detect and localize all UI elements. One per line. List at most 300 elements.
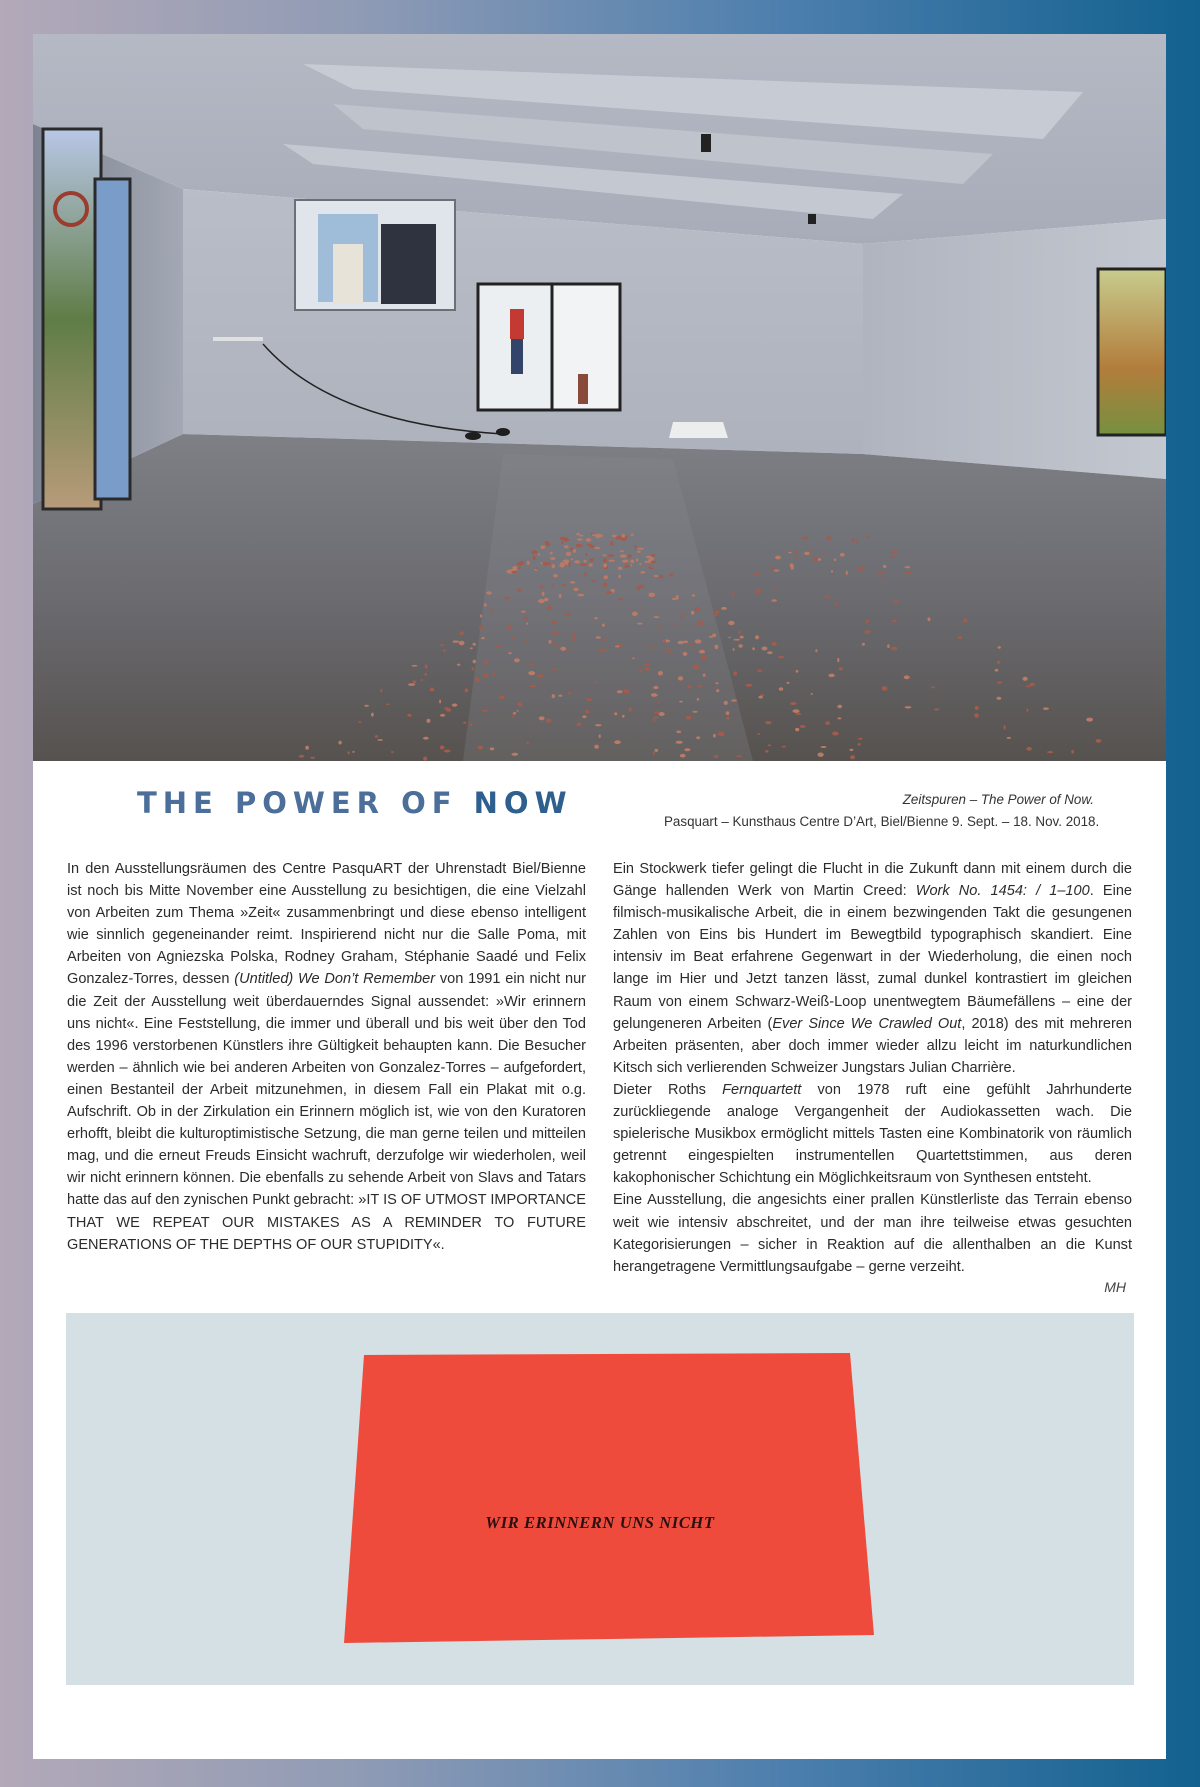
floor-crumb bbox=[840, 553, 845, 557]
floor-crumb bbox=[905, 571, 912, 574]
floor-crumb bbox=[629, 707, 632, 711]
floor-crumb bbox=[699, 650, 705, 654]
floor-crumb bbox=[709, 636, 713, 638]
floor-crumb bbox=[546, 542, 550, 546]
text-run: . Eine filmisch-musikalische Arbeit, die in einem bezwingenden Takt die gesungenen Zahlen von Eins bis Hundert im Bewegtbild typographisch skandiert. Eine intensiv im Beat erfahrene Gegenwart in der Wiederholung, die einen noch lange im Hier und Jetzt tanzen lässt, zumal dunkel kontrastiert im gleichen Raum von einem Schwarz-Weiß-Loop unentwegtem Bäumefällens – eine der gelungeneren Arbeiten ( bbox=[613, 883, 1133, 1032]
floor-crumb bbox=[483, 661, 488, 664]
floor-crumb bbox=[571, 558, 573, 560]
floor-crumb bbox=[553, 644, 558, 646]
floor-crumb bbox=[465, 688, 469, 692]
floor-crumb bbox=[635, 545, 637, 549]
floor-crumb bbox=[586, 538, 592, 542]
floor-crumb bbox=[584, 560, 587, 563]
paragraph bbox=[613, 858, 1132, 1079]
floor-crumb bbox=[892, 550, 898, 553]
floor-crumb bbox=[637, 551, 641, 553]
floor-crumb bbox=[800, 725, 806, 728]
floor-crumb bbox=[768, 744, 771, 746]
floor-crumb bbox=[638, 670, 642, 673]
floor-crumb bbox=[703, 674, 706, 677]
title-accent: NOW bbox=[473, 786, 573, 820]
floor-crumb bbox=[563, 559, 570, 562]
floor-crumb bbox=[490, 610, 493, 612]
floor-crumb bbox=[523, 639, 529, 641]
floor-crumb bbox=[1026, 747, 1032, 751]
floor-crumb bbox=[576, 544, 583, 548]
floor-crumb bbox=[512, 753, 519, 756]
floor-crumb bbox=[632, 657, 634, 659]
floor-crumb bbox=[602, 554, 607, 556]
floor-crumb bbox=[678, 676, 683, 680]
floor-crumb bbox=[997, 661, 1001, 664]
floor-crumb bbox=[721, 607, 727, 610]
floor-crumb bbox=[790, 563, 794, 567]
floor-crumb bbox=[440, 746, 445, 750]
floor-crumb bbox=[759, 696, 763, 699]
floor-crumb bbox=[486, 591, 491, 594]
floor-crumb bbox=[618, 598, 622, 600]
red-poster bbox=[344, 1353, 874, 1643]
floor-crumb bbox=[679, 701, 683, 703]
floor-crumb bbox=[1007, 737, 1011, 739]
floor-crumb bbox=[508, 652, 511, 654]
floor-crumb bbox=[614, 712, 617, 715]
floor-crumb bbox=[684, 748, 690, 751]
floor-crumb bbox=[724, 701, 728, 705]
floor-crumb bbox=[795, 728, 799, 731]
floor-crumb bbox=[631, 534, 634, 536]
floor-crumb bbox=[624, 565, 630, 568]
floor-crumb bbox=[585, 710, 589, 713]
floor-crumb bbox=[585, 553, 587, 556]
floor-crumb bbox=[338, 741, 341, 745]
floor-crumb bbox=[594, 681, 598, 683]
floor-crumb bbox=[573, 549, 576, 553]
artwork-title: Work No. 1454: / 1–100 bbox=[915, 883, 1090, 900]
floor-crumb bbox=[831, 570, 833, 572]
floor-crumb bbox=[473, 643, 476, 646]
floor-crumb bbox=[755, 589, 761, 594]
floor-crumb bbox=[996, 682, 1002, 684]
text-run: von 1978 ruft eine gefühlt Jahrhunderte zurückliegende analoge Vergangenheit der Audiokassetten wach. Die spielerische Musikbox ermöglicht mittels Tasten eine Kombinatorik von räumlich getrennt eingespielten instrumentellen Quartettstimmen, aus deren kakophonischer Schichtung ein Möglichkeitsraum von Synthesen entsteht. bbox=[613, 1081, 1132, 1187]
floor-crumb bbox=[883, 565, 886, 569]
floor-crumb bbox=[452, 704, 458, 707]
floor-crumb bbox=[551, 621, 557, 624]
floor-crumb bbox=[771, 566, 774, 570]
floor-crumb bbox=[391, 751, 394, 753]
floor-crumb bbox=[1026, 709, 1028, 712]
floor-crumb bbox=[599, 734, 601, 738]
floor-crumb bbox=[637, 548, 644, 550]
floor-crumb bbox=[648, 566, 651, 568]
floor-crumb bbox=[731, 699, 737, 701]
floor-crumb bbox=[716, 689, 719, 692]
floor-crumb bbox=[375, 735, 378, 738]
floor-crumb bbox=[693, 711, 698, 713]
floor-crumb bbox=[865, 630, 871, 634]
floor-crumb bbox=[533, 556, 536, 560]
floor-crumb bbox=[891, 647, 898, 651]
floor-crumb bbox=[649, 568, 653, 570]
floor-crumb bbox=[463, 722, 466, 724]
floor-crumb bbox=[620, 550, 625, 552]
floor-crumb bbox=[563, 584, 566, 587]
floor-crumb bbox=[881, 579, 883, 582]
floor-crumb bbox=[630, 564, 632, 566]
floor-crumb bbox=[733, 648, 735, 651]
floor-crumb bbox=[718, 732, 725, 736]
floor-crumb bbox=[568, 562, 570, 567]
gallery-photo bbox=[33, 34, 1166, 761]
floor-crumb bbox=[480, 614, 482, 617]
floor-crumb bbox=[572, 634, 575, 638]
floor-crumb bbox=[377, 739, 382, 741]
floor-crumb bbox=[595, 534, 601, 538]
floor-crumb bbox=[637, 586, 641, 590]
floor-crumb bbox=[1023, 677, 1028, 681]
floor-crumb bbox=[678, 641, 684, 644]
floor-crumb bbox=[623, 689, 629, 693]
floor-crumb bbox=[577, 538, 583, 541]
floor-crumb bbox=[782, 746, 786, 748]
floor-crumb bbox=[773, 587, 776, 589]
floor-crumb bbox=[547, 606, 552, 611]
floor-crumb bbox=[413, 680, 416, 684]
floor-crumb bbox=[530, 663, 535, 665]
floor-crumb bbox=[867, 536, 870, 538]
floor-crumb bbox=[891, 556, 895, 558]
floor-crumb bbox=[818, 753, 824, 757]
floor-crumb bbox=[821, 746, 827, 748]
floor-crumb bbox=[592, 534, 595, 536]
floor-crumb bbox=[527, 561, 530, 565]
floor-crumb bbox=[1047, 751, 1053, 753]
floor-crumb bbox=[512, 566, 517, 569]
floor-crumb bbox=[834, 558, 836, 561]
floor-crumb bbox=[672, 598, 677, 600]
floor-crumb bbox=[1043, 707, 1049, 710]
floor-crumb bbox=[653, 719, 655, 722]
floor-crumb bbox=[521, 611, 525, 613]
floor-crumb bbox=[542, 592, 545, 596]
floor-crumb bbox=[772, 599, 777, 601]
floor-crumb bbox=[412, 665, 418, 667]
article-title bbox=[137, 786, 573, 820]
floor-crumb bbox=[473, 660, 476, 664]
floor-crumb bbox=[837, 705, 842, 709]
floor-crumb bbox=[603, 583, 608, 587]
floor-crumb bbox=[757, 733, 760, 735]
floor-crumb bbox=[512, 714, 514, 718]
floor-crumb bbox=[479, 626, 484, 629]
floor-crumb bbox=[484, 603, 487, 606]
floor-crumb bbox=[483, 674, 488, 678]
author-initials: MH bbox=[1104, 1279, 1126, 1295]
floor-crumb bbox=[855, 541, 858, 543]
text-run: Eine Ausstellung, die angesichts einer prallen Künstlerliste das Terrain ebenso weit wie intensiv abschreitet, und der man ihre teilweise etwas gesuchten Kategorisierungen – sicher in Reaktion auf die allenthalben an die Kunst herangetragene Vermittlungsaufgabe – gerne verzeiht. bbox=[613, 1192, 1132, 1275]
floor-crumb bbox=[637, 623, 643, 625]
floor-crumb bbox=[795, 549, 797, 553]
floor-crumb bbox=[728, 621, 735, 625]
floor-crumb bbox=[653, 616, 659, 618]
floor-crumb bbox=[676, 731, 681, 734]
floor-crumb bbox=[527, 742, 529, 745]
floor-crumb bbox=[439, 700, 441, 704]
floor-crumb bbox=[688, 685, 692, 688]
floor-crumb bbox=[444, 750, 451, 753]
floor-crumb bbox=[1086, 718, 1093, 722]
floor-crumb bbox=[695, 607, 701, 612]
paragraph bbox=[67, 858, 586, 1256]
floor-crumb bbox=[788, 552, 792, 554]
floor-crumb bbox=[408, 683, 415, 686]
floor-crumb bbox=[591, 580, 596, 582]
floor-crumb bbox=[632, 612, 638, 616]
floor-crumb bbox=[658, 671, 663, 676]
floor-crumb bbox=[440, 714, 445, 717]
floor-crumb bbox=[698, 685, 703, 688]
floor-crumb bbox=[424, 673, 427, 676]
floor-crumb bbox=[560, 537, 566, 540]
floor-crumb bbox=[760, 694, 765, 696]
floor-crumb bbox=[420, 679, 423, 681]
floor-crumb bbox=[998, 646, 1001, 649]
floor-crumb bbox=[636, 558, 638, 561]
floor-crumb bbox=[779, 687, 784, 691]
floor-crumb bbox=[573, 588, 578, 591]
floor-crumb bbox=[654, 711, 661, 713]
floor-crumb bbox=[586, 698, 592, 701]
floor-crumb bbox=[712, 614, 717, 617]
floor-crumb bbox=[618, 575, 621, 579]
floor-crumb bbox=[695, 639, 702, 643]
floor-crumb bbox=[550, 557, 555, 560]
floor-crumb bbox=[676, 741, 683, 744]
floor-crumb bbox=[568, 649, 570, 651]
floor-crumb bbox=[310, 757, 315, 759]
floor-crumb bbox=[570, 548, 573, 551]
floor-crumb bbox=[823, 553, 826, 555]
floor-crumb bbox=[425, 664, 428, 668]
floor-crumb bbox=[649, 557, 654, 561]
floor-crumb bbox=[905, 706, 912, 708]
floor-crumb bbox=[440, 644, 444, 646]
floor-crumb bbox=[904, 675, 910, 679]
exhibition-caption bbox=[664, 789, 1100, 833]
floor-crumb bbox=[738, 644, 742, 647]
floor-crumb bbox=[511, 637, 514, 640]
floor-crumb bbox=[752, 647, 755, 650]
poster-photo bbox=[66, 1313, 1134, 1685]
floor-crumb bbox=[470, 724, 473, 726]
floor-crumb bbox=[997, 697, 1002, 700]
floor-crumb bbox=[832, 732, 839, 736]
floor-crumb bbox=[540, 545, 545, 549]
floor-crumb bbox=[622, 534, 625, 538]
floor-crumb bbox=[745, 684, 752, 687]
floor-crumb bbox=[599, 649, 606, 652]
paragraph bbox=[613, 1079, 1132, 1189]
floor-crumb bbox=[540, 562, 543, 564]
floor-crumb bbox=[630, 560, 634, 564]
floor-crumb bbox=[838, 717, 842, 719]
floor-crumb bbox=[670, 573, 674, 576]
floor-crumb bbox=[538, 599, 545, 603]
floor-crumb bbox=[733, 639, 740, 641]
floor-crumb bbox=[858, 738, 862, 740]
floor-crumb bbox=[958, 636, 962, 639]
floor-crumb bbox=[676, 624, 678, 626]
floor-crumb bbox=[726, 711, 730, 715]
floor-crumb bbox=[514, 658, 520, 662]
floor-crumb bbox=[882, 686, 888, 691]
floor-crumb bbox=[639, 563, 641, 565]
floor-crumb bbox=[572, 638, 575, 641]
title-main: THE POWER OF bbox=[137, 786, 474, 820]
artwork-title: (Untitled) We Don’t Remember bbox=[234, 971, 436, 988]
floor-crumb bbox=[755, 635, 759, 639]
floor-crumb bbox=[732, 593, 735, 597]
floor-crumb bbox=[975, 706, 979, 710]
floor-crumb bbox=[796, 713, 802, 715]
floor-crumb bbox=[713, 734, 716, 738]
floor-crumb bbox=[905, 566, 911, 568]
floor-crumb bbox=[589, 558, 594, 561]
floor-crumb bbox=[795, 557, 798, 560]
floor-crumb bbox=[839, 667, 843, 670]
floor-crumb bbox=[815, 649, 817, 652]
floor-crumb bbox=[651, 554, 656, 556]
floor-crumb bbox=[802, 537, 809, 539]
floor-crumb bbox=[589, 545, 595, 548]
floor-crumb bbox=[539, 716, 545, 720]
floor-crumb bbox=[478, 746, 483, 750]
floor-crumb bbox=[472, 667, 474, 671]
floor-crumb bbox=[552, 669, 557, 671]
floor-crumb bbox=[1026, 686, 1032, 688]
floor-crumb bbox=[697, 621, 703, 626]
floor-crumb bbox=[771, 642, 776, 646]
floor-crumb bbox=[459, 641, 465, 646]
floor-crumb bbox=[640, 571, 645, 574]
floor-crumb bbox=[826, 536, 831, 541]
floor-crumb bbox=[607, 554, 614, 556]
floor-crumb bbox=[697, 698, 699, 701]
floor-crumb bbox=[524, 617, 528, 620]
floor-crumb bbox=[653, 751, 655, 755]
floor-crumb bbox=[664, 640, 666, 644]
floor-crumb bbox=[546, 718, 551, 722]
floor-crumb bbox=[544, 598, 548, 602]
floor-crumb bbox=[793, 709, 800, 713]
floor-crumb bbox=[616, 536, 622, 540]
floor-crumb bbox=[559, 594, 562, 598]
floor-crumb bbox=[928, 617, 931, 621]
floor-crumb bbox=[734, 671, 738, 675]
floor-crumb bbox=[1071, 750, 1074, 754]
floor-crumb bbox=[348, 751, 350, 754]
floor-crumb bbox=[430, 688, 435, 692]
floor-crumb bbox=[577, 723, 582, 727]
floor-crumb bbox=[580, 564, 587, 567]
floor-crumb bbox=[511, 571, 517, 573]
floor-crumb bbox=[828, 674, 834, 678]
text-run: Dieter Roths bbox=[613, 1081, 723, 1098]
floor-crumb bbox=[736, 755, 741, 757]
floor-crumb bbox=[621, 538, 627, 541]
floor-crumb bbox=[482, 710, 489, 712]
floor-crumb bbox=[644, 668, 650, 671]
floor-crumb bbox=[481, 637, 485, 639]
floor-crumb bbox=[740, 636, 744, 639]
floor-crumb bbox=[754, 573, 760, 576]
floor-crumb bbox=[837, 658, 839, 662]
floor-crumb bbox=[618, 567, 623, 570]
floor-crumb bbox=[858, 743, 861, 746]
floor-crumb bbox=[665, 650, 671, 653]
floor-crumb bbox=[407, 714, 411, 717]
floor-crumb bbox=[825, 595, 829, 598]
floor-crumb bbox=[934, 709, 940, 711]
floor-crumb bbox=[594, 745, 599, 749]
floor-crumb bbox=[963, 618, 968, 622]
floor-crumb bbox=[603, 558, 607, 563]
floor-crumb bbox=[762, 647, 768, 651]
floor-crumb bbox=[305, 746, 309, 750]
floor-crumb bbox=[620, 554, 627, 558]
floor-crumb bbox=[552, 694, 555, 698]
floor-crumb bbox=[692, 594, 695, 597]
floor-crumb bbox=[552, 564, 555, 568]
floor-crumb bbox=[426, 719, 430, 723]
floor-crumb bbox=[765, 750, 768, 753]
paragraph bbox=[613, 1189, 1132, 1277]
floor-crumb bbox=[595, 724, 602, 726]
article-column-left bbox=[67, 858, 586, 1256]
floor-crumb bbox=[528, 671, 535, 675]
floor-crumb bbox=[530, 685, 536, 688]
floor-crumb bbox=[653, 717, 659, 719]
floor-crumb bbox=[715, 610, 720, 613]
floor-crumb bbox=[470, 647, 473, 649]
floor-crumb bbox=[846, 571, 848, 575]
floor-crumb bbox=[808, 549, 813, 551]
floor-crumb bbox=[778, 656, 784, 659]
floor-crumb bbox=[645, 561, 648, 563]
floor-crumb bbox=[728, 637, 730, 639]
floor-crumb bbox=[650, 561, 656, 563]
floor-crumb bbox=[1030, 683, 1035, 686]
floor-crumb bbox=[549, 640, 552, 644]
floor-crumb bbox=[604, 575, 608, 579]
floor-crumb bbox=[594, 617, 597, 619]
poster-text: WIR ERINNERN UNS NICHT bbox=[485, 1513, 715, 1532]
floor-crumb bbox=[660, 575, 664, 579]
floor-crumb bbox=[622, 715, 625, 718]
floor-crumb bbox=[825, 721, 830, 724]
floor-crumb bbox=[517, 589, 522, 592]
floor-crumb bbox=[767, 651, 773, 654]
floor-crumb bbox=[561, 542, 563, 545]
floor-crumb bbox=[352, 751, 354, 753]
floor-crumb bbox=[738, 630, 740, 634]
floor-crumb bbox=[625, 536, 627, 539]
artwork-title: Ever Since We Crawled Out bbox=[772, 1015, 962, 1032]
floor-crumb bbox=[538, 553, 540, 556]
floor-crumb bbox=[617, 690, 623, 693]
floor-crumb bbox=[787, 682, 790, 684]
floor-crumb bbox=[852, 539, 855, 543]
